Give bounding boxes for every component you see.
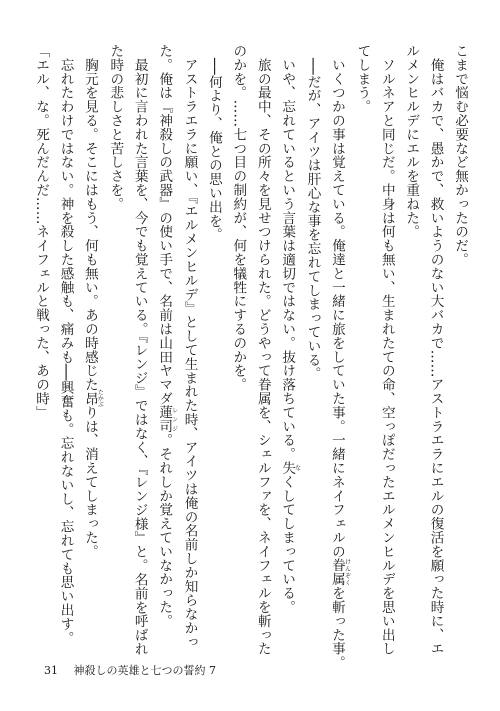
- text-line: 忘れたわけではない。神を殺した感触も、痛みも──興奮も。忘れないし、忘れても思い出す。: [57, 44, 74, 645]
- body-text: [22, 44, 472, 670]
- furigana: 蓮司レンジ: [156, 405, 178, 434]
- text-line: 俺はバカで、愚かで、救いようのない大バカで……アストラエラにエルの復活を願った時に、エ: [427, 44, 444, 656]
- text-line: た。俺は『神殺しの武器』の使い手で、名前は山田ヤマダ蓮司レンジ。それしか覚えていなかった。: [156, 44, 178, 628]
- text-line: 旅の最中、その所々を見せつけられた。どうやって眷属を、シェルファを、ネイフェルを斬った: [254, 44, 271, 656]
- furigana: 失な: [279, 461, 301, 475]
- text-line: いくつかの事は覚えている。俺達と一緒に旅をしていた事。一緒にネイフェルの眷属けんぞくを斬った事。: [328, 44, 351, 670]
- page-footer: [44, 662, 216, 678]
- text-line: 最初に言われた言葉を、今でも覚えている。『レンジ』ではなく、『レンジ様』と。名前を呼ばれ: [131, 44, 148, 656]
- text-line: ソルネアと同じだ。中身は何も無い、生まれたての命、空っぽだったエルメンヒルデを思い出し: [378, 44, 395, 656]
- furigana: 昂たかぶ: [81, 389, 104, 408]
- text-line: ──だが、アイツは肝心な事を忘れてしまっている。: [304, 44, 321, 381]
- book-title: 神殺しの英雄と七つの誓約 7: [73, 664, 216, 677]
- text-line: ルメンヒルデにエルを重ねた。: [403, 44, 420, 239]
- page-number: 31: [44, 664, 58, 677]
- text-line: のかを。……七つ目の制約が、何を犠牲にするのかを。: [230, 44, 247, 392]
- text-line: てしまう。: [354, 44, 371, 114]
- text-line: 胸元を見る。そこにはもう、何も無い。あの時感じた昂たかぶりは、消えてしまった。: [81, 44, 104, 559]
- text-line: こまで悩む必要など無かったのだ。: [452, 44, 468, 267]
- text-line: いや、忘れているという言葉は適切ではない。抜け落ちている。失なくしてしまっている。: [279, 44, 301, 614]
- text-line: た時の悲しさと苦しさを。: [107, 44, 124, 211]
- furigana: 眷属けんぞく: [328, 558, 351, 587]
- text-line: 「エル、な。死んだんだ……ネイフェルと戦った、あの時」: [33, 44, 50, 420]
- text-line: ──何より、俺との思い出を。: [205, 44, 222, 242]
- text-line: アストラエラに願い、『エルメンヒルデ』として生まれた時、アイツは俺の名前しか知らなかっ: [181, 44, 198, 649]
